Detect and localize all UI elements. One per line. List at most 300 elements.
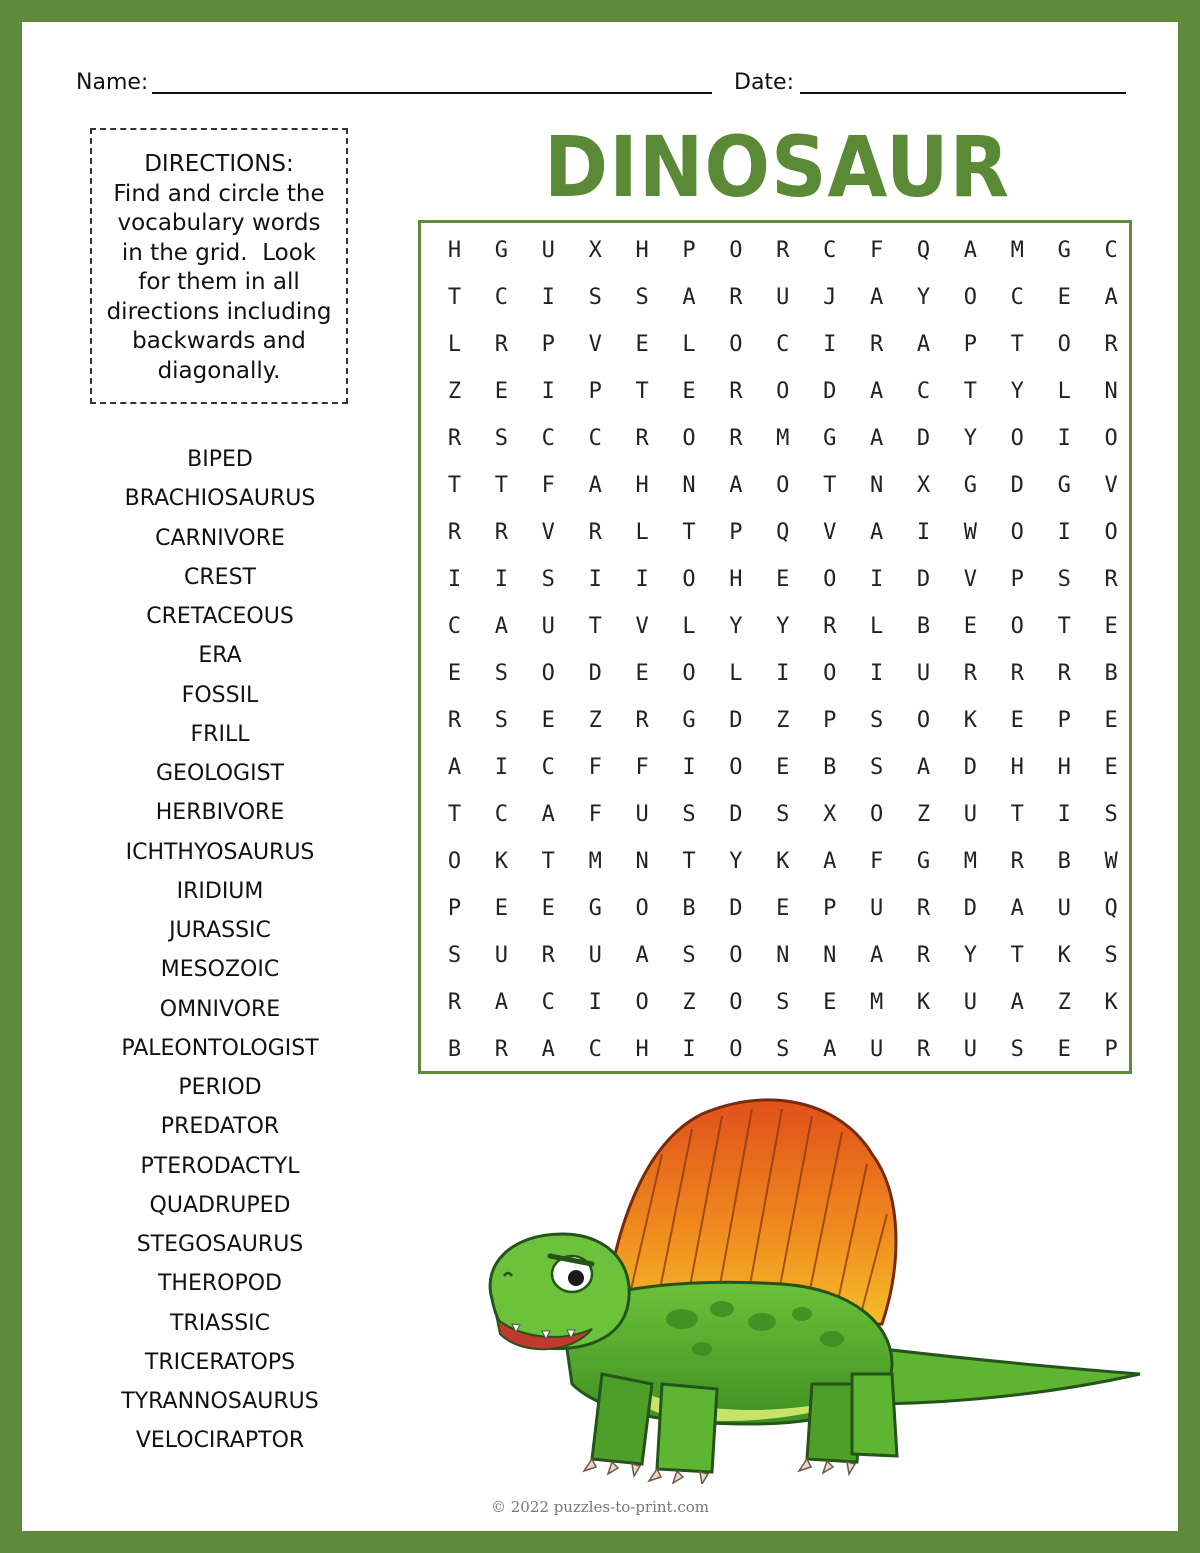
- grid-row: [431, 838, 1121, 885]
- grid-letter[interactable]: H: [1010, 755, 1024, 780]
- grid-letter[interactable]: Y: [963, 426, 978, 451]
- grid-letter[interactable]: O: [729, 943, 743, 968]
- grid-letter[interactable]: T: [447, 473, 462, 498]
- grid-letter[interactable]: O: [729, 990, 743, 1015]
- grid-letter[interactable]: O: [541, 661, 555, 686]
- grid-letter[interactable]: A: [963, 238, 978, 263]
- grid-letter[interactable]: T: [447, 802, 462, 827]
- grid-letter[interactable]: R: [729, 426, 743, 451]
- grid-letter[interactable]: B: [1104, 661, 1118, 686]
- grid-letter[interactable]: V: [823, 520, 837, 545]
- grid-letter[interactable]: L: [729, 661, 743, 686]
- grid-letter[interactable]: G: [588, 896, 602, 921]
- grid-letter[interactable]: R: [541, 943, 555, 968]
- grid-letter[interactable]: I: [541, 379, 555, 404]
- grid-letter[interactable]: G: [823, 426, 837, 451]
- grid-letter[interactable]: I: [916, 520, 931, 545]
- grid-letter[interactable]: O: [447, 849, 462, 874]
- grid-letter[interactable]: T: [447, 285, 462, 310]
- grid-letter[interactable]: L: [682, 332, 696, 357]
- grid-letter[interactable]: E: [823, 990, 837, 1015]
- grid-letter[interactable]: E: [776, 567, 790, 592]
- grid-letter[interactable]: Z: [776, 708, 790, 733]
- grid-letter[interactable]: K: [1104, 990, 1118, 1015]
- grid-row: [431, 979, 1121, 1026]
- grid-letter[interactable]: R: [494, 332, 509, 357]
- grid-letter[interactable]: K: [776, 849, 790, 874]
- grid-letter[interactable]: E: [1057, 285, 1071, 310]
- grid-letter[interactable]: S: [494, 708, 509, 733]
- grid-letter[interactable]: Z: [1057, 990, 1071, 1015]
- grid-letter[interactable]: V: [963, 567, 978, 592]
- grid-letter[interactable]: N: [869, 473, 884, 498]
- grid-letter[interactable]: P: [682, 238, 696, 263]
- grid-letter[interactable]: A: [494, 614, 509, 639]
- grid-letter[interactable]: V: [635, 614, 649, 639]
- grid-letter[interactable]: A: [682, 285, 696, 310]
- grid-letter[interactable]: O: [729, 238, 743, 263]
- grid-letter[interactable]: R: [447, 520, 462, 545]
- grid-letter[interactable]: S: [635, 285, 649, 310]
- grid-row: [431, 462, 1121, 509]
- word-list-item: VELOCIRAPTOR: [135, 1428, 305, 1454]
- grid-letter[interactable]: S: [776, 802, 790, 827]
- grid-letter[interactable]: A: [916, 332, 931, 357]
- grid-letter[interactable]: E: [776, 755, 790, 780]
- grid-row: [431, 932, 1121, 979]
- grid-letter[interactable]: T: [1010, 943, 1024, 968]
- grid-letter[interactable]: K: [916, 990, 931, 1015]
- grid-letter[interactable]: Y: [729, 614, 743, 639]
- grid-letter[interactable]: B: [916, 614, 931, 639]
- grid-letter[interactable]: E: [494, 896, 509, 921]
- grid-letter[interactable]: W: [1104, 849, 1118, 874]
- grid-letter[interactable]: W: [963, 520, 978, 545]
- grid-letter[interactable]: F: [541, 473, 555, 498]
- grid-letter[interactable]: S: [682, 802, 696, 827]
- grid-letter[interactable]: L: [869, 614, 884, 639]
- grid-letter[interactable]: N: [1104, 379, 1118, 404]
- grid-letter[interactable]: E: [776, 896, 790, 921]
- grid-letter[interactable]: U: [541, 238, 555, 263]
- grid-letter[interactable]: R: [1104, 332, 1118, 357]
- directions-line: Find and circle the: [113, 180, 325, 207]
- grid-letter[interactable]: T: [963, 379, 978, 404]
- grid-letter[interactable]: D: [916, 426, 931, 451]
- grid-letter[interactable]: S: [447, 943, 462, 968]
- grid-letter[interactable]: O: [776, 379, 790, 404]
- grid-letter[interactable]: D: [588, 661, 602, 686]
- word-list-item: ICHTHYOSAURUS: [125, 839, 315, 865]
- grid-letter[interactable]: R: [1010, 661, 1024, 686]
- grid-letter[interactable]: A: [541, 1037, 555, 1062]
- grid-letter[interactable]: F: [635, 755, 649, 780]
- grid-letter[interactable]: E: [635, 332, 649, 357]
- grid-letter[interactable]: A: [869, 426, 884, 451]
- grid-letter[interactable]: M: [776, 426, 790, 451]
- directions-line: for them in all: [138, 269, 300, 295]
- grid-letter[interactable]: S: [776, 990, 790, 1015]
- grid-letter[interactable]: A: [823, 1037, 837, 1062]
- grid-letter[interactable]: T: [635, 379, 649, 404]
- grid-letter[interactable]: I: [682, 1037, 696, 1062]
- grid-letter[interactable]: T: [823, 473, 837, 498]
- grid-letter[interactable]: R: [916, 943, 931, 968]
- grid-letter[interactable]: S: [494, 426, 509, 451]
- grid-letter[interactable]: P: [588, 379, 602, 404]
- grid-letter[interactable]: T: [682, 520, 696, 545]
- grid-letter[interactable]: O: [1104, 426, 1118, 451]
- grid-letter[interactable]: V: [588, 332, 602, 357]
- grid-letter[interactable]: U: [869, 896, 884, 921]
- grid-letter[interactable]: C: [1104, 238, 1118, 263]
- grid-letter[interactable]: R: [1057, 661, 1071, 686]
- grid-letter[interactable]: H: [635, 1037, 649, 1062]
- grid-letter[interactable]: U: [635, 802, 649, 827]
- grid-letter[interactable]: P: [447, 896, 462, 921]
- grid-letter[interactable]: I: [494, 567, 509, 592]
- grid-letter[interactable]: O: [682, 426, 696, 451]
- grid-letter[interactable]: A: [869, 285, 884, 310]
- grid-letter[interactable]: I: [541, 285, 555, 310]
- grid-letter[interactable]: M: [588, 849, 602, 874]
- grid-letter[interactable]: I: [1057, 426, 1071, 451]
- grid-letter[interactable]: P: [823, 708, 837, 733]
- grid-letter[interactable]: E: [1057, 1037, 1071, 1062]
- grid-letter[interactable]: E: [1104, 755, 1118, 780]
- grid-letter[interactable]: T: [494, 473, 509, 498]
- grid-letter[interactable]: V: [1104, 473, 1118, 498]
- word-list-item: FRILL: [190, 721, 250, 747]
- grid-letter[interactable]: E: [1104, 708, 1118, 733]
- grid-letter[interactable]: N: [823, 943, 837, 968]
- grid-letter[interactable]: U: [494, 943, 509, 968]
- name-label: Name:: [76, 70, 149, 95]
- grid-letter[interactable]: R: [823, 614, 837, 639]
- grid-letter[interactable]: P: [729, 520, 743, 545]
- grid-letter[interactable]: P: [541, 332, 555, 357]
- worksheet-page: [22, 22, 1178, 1531]
- grid-letter[interactable]: K: [963, 708, 978, 733]
- grid-letter[interactable]: Q: [916, 238, 931, 263]
- grid-letter[interactable]: T: [1057, 614, 1071, 639]
- grid-letter[interactable]: N: [682, 473, 696, 498]
- grid-letter[interactable]: B: [447, 1037, 462, 1062]
- directions-box: [90, 128, 348, 404]
- grid-letter[interactable]: F: [588, 802, 602, 827]
- grid-letter[interactable]: Z: [447, 379, 462, 404]
- grid-letter[interactable]: U: [916, 661, 931, 686]
- grid-letter[interactable]: E: [494, 379, 509, 404]
- grid-row: [431, 368, 1121, 415]
- grid-letter[interactable]: I: [588, 990, 602, 1015]
- grid-letter[interactable]: A: [916, 755, 931, 780]
- grid-letter[interactable]: X: [916, 473, 931, 498]
- grid-letter[interactable]: I: [869, 661, 884, 686]
- grid-letter[interactable]: R: [635, 708, 649, 733]
- grid-letter[interactable]: O: [635, 990, 649, 1015]
- grid-letter[interactable]: G: [963, 473, 978, 498]
- grid-letter[interactable]: Z: [588, 708, 602, 733]
- grid-letter[interactable]: R: [869, 332, 884, 357]
- grid-letter[interactable]: G: [916, 849, 931, 874]
- grid-letter[interactable]: R: [635, 426, 649, 451]
- grid-letter[interactable]: X: [588, 238, 602, 263]
- grid-letter[interactable]: O: [1010, 520, 1024, 545]
- grid-letter[interactable]: B: [682, 896, 696, 921]
- grid-letter[interactable]: P: [823, 896, 837, 921]
- grid-row: [431, 509, 1121, 556]
- grid-letter[interactable]: R: [494, 1037, 509, 1062]
- grid-letter[interactable]: Y: [916, 285, 931, 310]
- grid-letter[interactable]: C: [494, 802, 509, 827]
- grid-letter[interactable]: N: [776, 943, 790, 968]
- grid-letter[interactable]: U: [541, 614, 555, 639]
- grid-letter[interactable]: P: [1057, 708, 1071, 733]
- grid-letter[interactable]: T: [1010, 802, 1024, 827]
- grid-letter[interactable]: A: [869, 379, 884, 404]
- grid-letter[interactable]: O: [776, 473, 790, 498]
- grid-letter[interactable]: P: [1104, 1037, 1118, 1062]
- grid-letter[interactable]: I: [776, 661, 790, 686]
- grid-letter[interactable]: E: [682, 379, 696, 404]
- grid-letter[interactable]: L: [1057, 379, 1071, 404]
- grid-letter[interactable]: D: [729, 708, 743, 733]
- grid-letter[interactable]: C: [588, 426, 602, 451]
- grid-letter[interactable]: I: [1057, 520, 1071, 545]
- grid-letter[interactable]: H: [1057, 755, 1071, 780]
- grid-letter[interactable]: U: [963, 990, 978, 1015]
- grid-letter[interactable]: D: [963, 755, 978, 780]
- grid-letter[interactable]: R: [447, 990, 462, 1015]
- grid-letter[interactable]: O: [729, 755, 743, 780]
- word-list-item: TRICERATOPS: [144, 1349, 296, 1375]
- grid-letter[interactable]: A: [494, 990, 509, 1015]
- grid-letter[interactable]: C: [1010, 285, 1024, 310]
- grid-letter[interactable]: X: [823, 802, 837, 827]
- date-line: [800, 92, 1126, 94]
- grid-letter[interactable]: A: [635, 943, 649, 968]
- grid-letter[interactable]: S: [1104, 943, 1118, 968]
- grid-letter[interactable]: C: [916, 379, 931, 404]
- grid-letter[interactable]: S: [682, 943, 696, 968]
- grid-letter[interactable]: S: [1104, 802, 1118, 827]
- grid-letter[interactable]: S: [588, 285, 602, 310]
- grid-letter[interactable]: A: [447, 755, 462, 780]
- grid-letter[interactable]: S: [1057, 567, 1071, 592]
- grid-letter[interactable]: T: [1010, 332, 1024, 357]
- grid-letter[interactable]: U: [963, 1037, 978, 1062]
- grid-letter[interactable]: K: [1057, 943, 1071, 968]
- grid-letter[interactable]: M: [963, 849, 978, 874]
- grid-letter[interactable]: A: [869, 943, 884, 968]
- grid-row: [431, 274, 1121, 321]
- grid-letter[interactable]: R: [588, 520, 602, 545]
- grid-letter[interactable]: L: [635, 520, 649, 545]
- grid-letter[interactable]: G: [682, 708, 696, 733]
- grid-letter[interactable]: I: [823, 332, 837, 357]
- grid-letter[interactable]: U: [588, 943, 602, 968]
- grid-letter[interactable]: M: [869, 990, 884, 1015]
- grid-letter[interactable]: O: [682, 567, 696, 592]
- word-list-item: HERBIVORE: [155, 800, 285, 826]
- word-list-item: CARNIVORE: [155, 525, 285, 551]
- grid-letter[interactable]: P: [963, 332, 978, 357]
- word-list-item: MESOZOIC: [160, 957, 280, 983]
- word-list-item: STEGOSAURUS: [136, 1232, 304, 1257]
- grid-letter[interactable]: O: [823, 661, 837, 686]
- grid-letter[interactable]: O: [963, 285, 978, 310]
- grid-letter[interactable]: D: [729, 896, 743, 921]
- grid-letter[interactable]: U: [776, 285, 790, 310]
- grid-letter[interactable]: D: [823, 379, 837, 404]
- grid-letter[interactable]: R: [447, 708, 462, 733]
- grid-letter[interactable]: P: [1010, 567, 1024, 592]
- grid-letter[interactable]: C: [494, 285, 509, 310]
- name-date-row: [76, 70, 1126, 110]
- grid-letter[interactable]: G: [494, 238, 509, 263]
- grid-letter[interactable]: S: [494, 661, 509, 686]
- grid-letter[interactable]: I: [447, 567, 462, 592]
- grid-letter[interactable]: A: [1010, 990, 1024, 1015]
- grid-letter[interactable]: D: [1010, 473, 1024, 498]
- grid-letter[interactable]: O: [1104, 520, 1118, 545]
- grid-letter[interactable]: C: [776, 332, 790, 357]
- grid-letter[interactable]: A: [1010, 896, 1024, 921]
- grid-letter[interactable]: C: [541, 990, 555, 1015]
- grid-letter[interactable]: O: [729, 1037, 743, 1062]
- grid-letter[interactable]: I: [1057, 802, 1071, 827]
- grid-letter[interactable]: I: [494, 755, 509, 780]
- grid-letter[interactable]: U: [869, 1037, 884, 1062]
- grid-letter[interactable]: B: [1057, 849, 1071, 874]
- grid-letter[interactable]: G: [1057, 473, 1071, 498]
- grid-letter[interactable]: S: [776, 1037, 790, 1062]
- grid-letter[interactable]: V: [541, 520, 555, 545]
- grid-letter[interactable]: S: [1010, 1037, 1024, 1062]
- grid-letter[interactable]: R: [776, 238, 790, 263]
- grid-letter[interactable]: A: [729, 473, 743, 498]
- grid-letter[interactable]: O: [635, 896, 649, 921]
- grid-letter[interactable]: O: [682, 661, 696, 686]
- grid-letter[interactable]: R: [494, 520, 509, 545]
- grid-letter[interactable]: U: [963, 802, 978, 827]
- grid-letter[interactable]: S: [869, 708, 884, 733]
- grid-letter[interactable]: C: [588, 1037, 602, 1062]
- grid-letter[interactable]: U: [1057, 896, 1071, 921]
- grid-letter[interactable]: K: [494, 849, 509, 874]
- word-list-item: IRIDIUM: [176, 878, 264, 904]
- grid-letter[interactable]: H: [447, 238, 462, 263]
- grid-letter[interactable]: S: [869, 755, 884, 780]
- grid-letter[interactable]: Z: [916, 802, 931, 827]
- grid-letter[interactable]: O: [729, 332, 743, 357]
- grid-letter[interactable]: R: [729, 285, 743, 310]
- grid-letter[interactable]: T: [588, 614, 602, 639]
- grid-letter[interactable]: F: [869, 849, 884, 874]
- grid-letter[interactable]: E: [635, 661, 649, 686]
- grid-letter[interactable]: D: [729, 802, 743, 827]
- grid-letter[interactable]: Y: [963, 943, 978, 968]
- grid-letter[interactable]: R: [963, 661, 978, 686]
- grid-letter[interactable]: O: [1010, 614, 1024, 639]
- directions-line: diagonally.: [157, 357, 281, 384]
- grid-letter[interactable]: O: [869, 802, 884, 827]
- grid-letter[interactable]: D: [963, 896, 978, 921]
- grid-row: [431, 885, 1121, 932]
- letter-grid: [418, 220, 1132, 1074]
- grid-letter[interactable]: R: [916, 896, 931, 921]
- grid-letter[interactable]: J: [823, 285, 837, 310]
- grid-letter[interactable]: R: [1010, 849, 1024, 874]
- grid-letter[interactable]: C: [823, 238, 837, 263]
- grid-letter[interactable]: I: [588, 567, 602, 592]
- grid-letter[interactable]: M: [1010, 238, 1024, 263]
- grid-letter[interactable]: D: [916, 567, 931, 592]
- grid-letter[interactable]: L: [682, 614, 696, 639]
- grid-letter[interactable]: S: [541, 567, 555, 592]
- grid-letter[interactable]: A: [541, 802, 555, 827]
- grid-letter[interactable]: Y: [776, 614, 790, 639]
- grid-row: [431, 227, 1121, 274]
- grid-letter[interactable]: B: [823, 755, 837, 780]
- grid-row: [431, 697, 1121, 744]
- grid-letter[interactable]: E: [1010, 708, 1024, 733]
- grid-letter[interactable]: N: [635, 849, 649, 874]
- grid-letter[interactable]: E: [541, 708, 555, 733]
- grid-letter[interactable]: E: [1104, 614, 1118, 639]
- grid-letter[interactable]: R: [1104, 567, 1118, 592]
- grid-letter[interactable]: Z: [682, 990, 696, 1015]
- grid-letter[interactable]: A: [869, 520, 884, 545]
- grid-letter[interactable]: L: [447, 332, 462, 357]
- grid-letter[interactable]: Q: [1104, 896, 1118, 921]
- word-list-item: PREDATOR: [160, 1114, 280, 1140]
- grid-letter[interactable]: H: [729, 567, 743, 592]
- grid-letter[interactable]: Y: [1010, 379, 1024, 404]
- grid-letter[interactable]: E: [963, 614, 978, 639]
- grid-letter[interactable]: T: [682, 849, 696, 874]
- grid-letter[interactable]: I: [869, 567, 884, 592]
- grid-letter[interactable]: C: [447, 614, 462, 639]
- grid-letter[interactable]: E: [541, 896, 555, 921]
- grid-letter[interactable]: F: [588, 755, 602, 780]
- grid-letter[interactable]: R: [447, 426, 462, 451]
- grid-letter[interactable]: R: [729, 379, 743, 404]
- grid-letter[interactable]: O: [916, 708, 931, 733]
- grid-letter[interactable]: R: [916, 1037, 931, 1062]
- grid-letter[interactable]: C: [541, 426, 555, 451]
- grid-letter[interactable]: F: [869, 238, 884, 263]
- grid-letter[interactable]: H: [635, 238, 649, 263]
- directions-line: backwards and: [132, 328, 306, 354]
- grid-letter[interactable]: I: [635, 567, 649, 592]
- grid-letter[interactable]: C: [541, 755, 555, 780]
- grid-letter[interactable]: O: [823, 567, 837, 592]
- grid-letter[interactable]: O: [1057, 332, 1071, 357]
- grid-letter[interactable]: A: [588, 473, 602, 498]
- grid-letter[interactable]: G: [1057, 238, 1071, 263]
- grid-letter[interactable]: I: [682, 755, 696, 780]
- grid-letter[interactable]: Y: [729, 849, 743, 874]
- grid-letter[interactable]: A: [1104, 285, 1118, 310]
- grid-letter[interactable]: H: [635, 473, 649, 498]
- grid-letter[interactable]: T: [541, 849, 555, 874]
- grid-letter[interactable]: Q: [776, 520, 790, 545]
- grid-letter[interactable]: A: [823, 849, 837, 874]
- grid-letter[interactable]: O: [1010, 426, 1024, 451]
- grid-letter[interactable]: E: [447, 661, 462, 686]
